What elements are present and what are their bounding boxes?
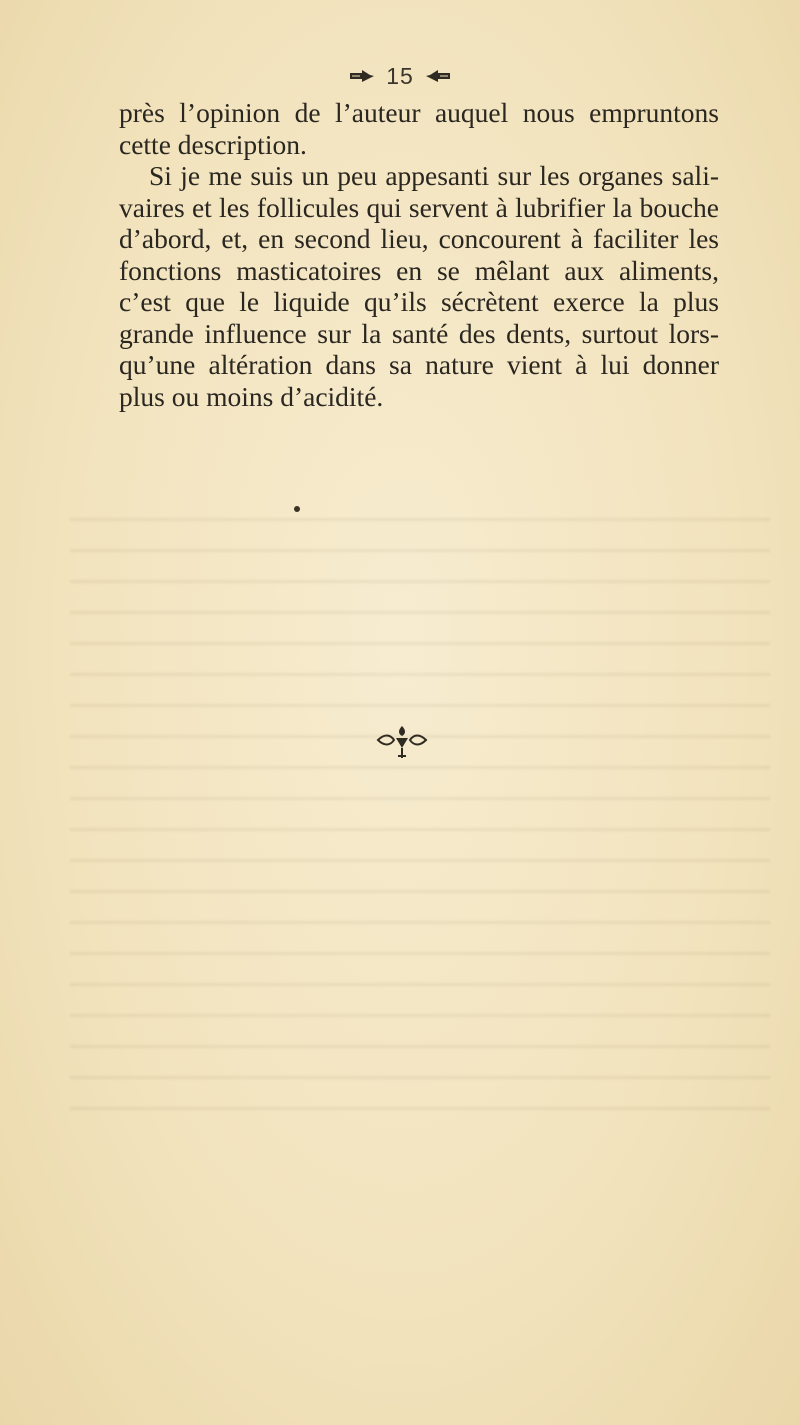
text-line: Si je me suis un peu appesanti sur les organes sali- <box>149 160 719 191</box>
page-number: 15 <box>386 62 414 89</box>
text-line: plus ou moins d’acidité. <box>119 380 384 412</box>
text-line: qu’une altération dans sa nature vient à lui donner <box>119 349 719 380</box>
text-line: cette description. <box>119 128 307 160</box>
show-through-bleed <box>70 500 770 1120</box>
ink-speck <box>294 506 300 512</box>
text-line: grande influence sur la santé des dents, surtout lors- <box>119 317 719 349</box>
page-header <box>0 58 800 94</box>
text-line: près l’opinion de l’auteur auquel nous empruntons <box>119 97 719 128</box>
text-line: vaires et les follicules qui servent à lubrifier la bouche <box>119 191 719 223</box>
fleuron-tailpiece-icon <box>376 722 428 762</box>
text-line: c’est que le liquide qu’ils sécrètent exerce la plus <box>119 286 719 317</box>
text-line: fonctions masticatoires en se mêlant aux aliments, <box>119 254 719 286</box>
hand-pointer-left-icon <box>424 68 452 84</box>
body-text <box>119 97 719 412</box>
text-line: d’abord, et, en second lieu, concourent à faciliter les <box>119 223 719 254</box>
hand-pointer-right-icon <box>348 68 376 84</box>
